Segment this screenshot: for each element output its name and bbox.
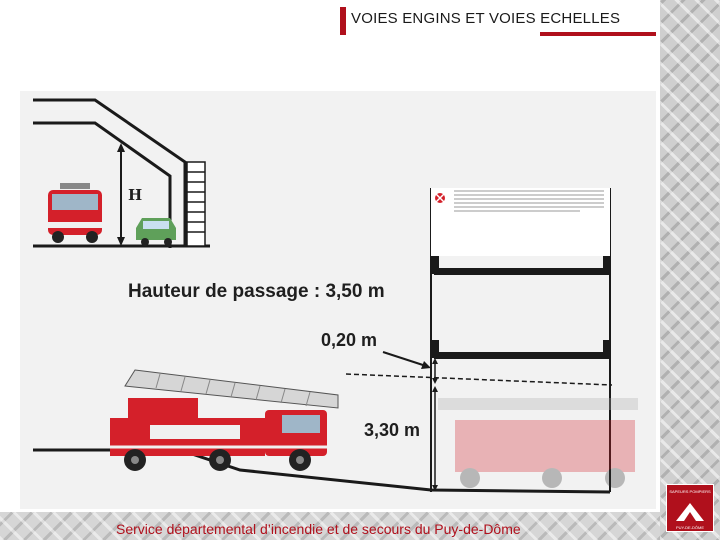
ladder-height-label: 3,30 m	[364, 420, 421, 440]
clearance-dimension-arrow	[432, 358, 438, 384]
ladder-height-arrow	[432, 386, 438, 491]
footer-text: Service départemental d’incendie et de secours du Puy-de-Dôme	[116, 521, 521, 537]
ladder-truck-icon	[110, 370, 338, 471]
ghost-ladder-truck	[438, 398, 638, 488]
height-arrow	[117, 143, 125, 246]
sdis-logo	[666, 484, 714, 532]
clearance-arrow	[383, 352, 431, 369]
car-icon	[136, 218, 176, 246]
clearance-line	[346, 374, 612, 385]
passage-height-label: Hauteur de passage : 3,50 m	[128, 281, 385, 302]
logo-line-2: PUY-DE-DÔME	[675, 525, 705, 530]
logo-emblem-icon	[667, 495, 713, 525]
logo-line-1: SAPEURS POMPIERS	[669, 489, 711, 494]
fire-truck-icon	[48, 183, 102, 243]
height-label: H	[128, 186, 143, 204]
clearance-label: 0,20 m	[321, 330, 378, 350]
page-title: VOIES ENGINS ET VOIES ECHELLES	[351, 10, 621, 27]
